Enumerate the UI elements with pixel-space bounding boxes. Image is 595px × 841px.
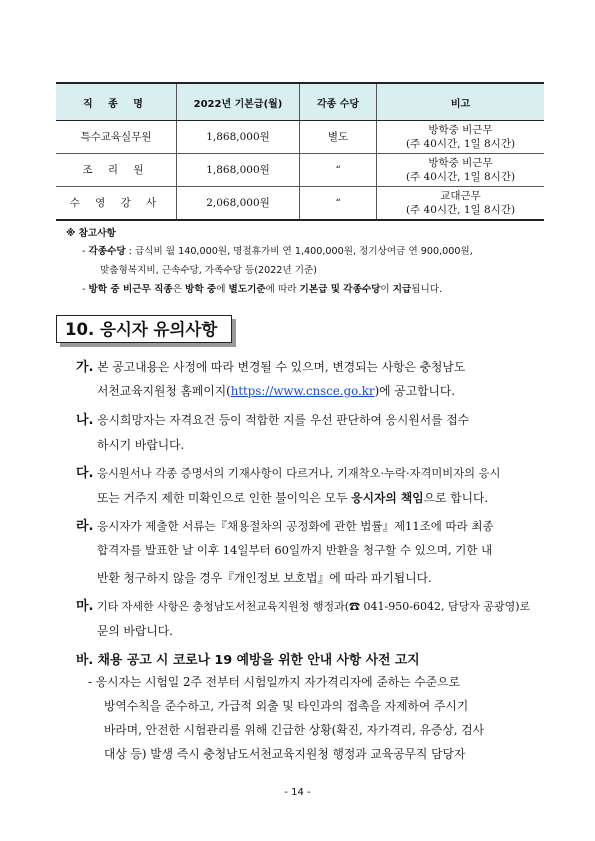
remarks-line: (주 40시간, 1일 8시간) [405, 204, 516, 216]
cell-salary: 1,868,000원 [177, 121, 300, 154]
header-job: 직 종 명 [56, 83, 177, 121]
item-ra-line3: 반환 청구하지 않을 경우『개인정보 보호법』에 따라 파기됩니다. [97, 571, 432, 585]
item-ma-line1: 마. 기타 자세한 사항은 충청남도서천교육지원청 행정과(☎ 041-950-6042, 담당자 공광영)로 [76, 599, 531, 614]
item-ba-line1: - 응시자는 시험일 2주 전부터 시험일까지 자가격리자에 준하는 수준으로 [88, 675, 460, 689]
cell-salary: 1,868,000원 [177, 154, 300, 187]
item-ma-line2: 문의 바랍니다. [97, 624, 173, 638]
remarks-line: (주 40시간, 1일 8시간) [405, 138, 516, 150]
table-row [56, 154, 544, 187]
remarks-line: 교대근무 [440, 190, 481, 202]
cell-salary: 2,068,000원 [177, 187, 300, 221]
header-remarks: 비고 [377, 83, 545, 121]
notes-line-allowance-cont: 맞춤형복지비, 근속수당, 가족수당 등(2022년 기준) [100, 265, 318, 276]
cell-allowance: “ [300, 187, 377, 221]
item-ga-line2: 서천교육지원청 홈페이지(https://www.cnsce.go.kr)에 공고합니다. [97, 384, 456, 398]
item-ba-line2: 방역수칙을 준수하고, 가급적 외출 및 타인과의 접촉을 자제하여 주시기 [104, 699, 469, 713]
cell-job: 수 영 강 사 [56, 187, 177, 221]
item-marker: 마. [76, 599, 94, 614]
table-row [56, 121, 544, 154]
item-marker: 라. [76, 519, 94, 534]
table-header-row [56, 83, 544, 121]
item-ra-line2: 합격자를 발표한 날 이후 14일부터 60일까지 반환을 청구할 수 있으며, 기한 내 [97, 543, 493, 557]
cell-remarks [377, 121, 545, 154]
salary-table [56, 82, 544, 221]
cell-allowance: “ [300, 154, 377, 187]
item-na-line1: 나. 응시희망자는 자격요건 등이 적합한 지를 우선 판단하여 응시원서를 접수 [76, 413, 470, 428]
header-salary: 2022년 기본급(월) [177, 83, 300, 121]
cell-job: 특수교육실무원 [56, 121, 177, 154]
notes-line-allowance: - 각종수당 : 급식비 월 140,000원, 명절휴가비 연 1,400,000원, 정기상여금 연 900,000원, [82, 246, 473, 257]
remarks-line: 방학중 비근무 [428, 157, 493, 169]
notes-line-vacation: - 방학 중 비근무 직종은 방학 중에 별도기준에 따라 기본급 및 각종수당이 지급됩니다. [82, 284, 443, 295]
page-number: - 14 - [284, 787, 311, 798]
item-ba-line4: 대상 등) 발생 즉시 충청남도서천교육지원청 행정과 교육공무직 담당자 [104, 747, 466, 761]
cell-remarks [377, 154, 545, 187]
section-heading: 10. 응시자 유의사항 [56, 315, 232, 343]
item-ba-heading: 바. 채용 공고 시 코로나 19 예방을 위한 안내 사항 사전 고지 [76, 653, 420, 668]
item-marker: 나. [76, 413, 94, 428]
item-na-line2: 하시기 바랍니다. [97, 438, 185, 452]
item-ga-line1: 가. 본 공고내용은 사정에 따라 변경될 수 있으며, 변경되는 사항은 충청남도 [76, 360, 466, 375]
item-da-line2: 또는 거주지 제한 미확인으로 인한 불이익은 모두 응시자의 책임으로 합니다. [97, 491, 489, 505]
item-marker: 다. [76, 466, 94, 481]
homepage-link[interactable]: https://www.cnsce.go.kr [230, 384, 375, 398]
table-row [56, 187, 544, 221]
remarks-line: 방학중 비근무 [428, 124, 493, 136]
cell-allowance: 별도 [300, 121, 377, 154]
cell-remarks [377, 187, 545, 221]
item-da-line1: 다. 응시원서나 각종 증명서의 기재사항이 다르거나, 기재착오·누락·자격미비자의 응시 [76, 466, 501, 481]
item-ra-line1: 라. 응시자가 제출한 서류는『채용절차의 공정화에 관한 법률』제11조에 따라 최종 [76, 519, 494, 534]
item-marker: 가. [76, 360, 94, 375]
remarks-line: (주 40시간, 1일 8시간) [405, 171, 516, 183]
item-ba-line3: 바라며, 안전한 시험관리를 위해 긴급한 상황(확진, 자가격리, 유증상, 검사 [104, 723, 485, 737]
cell-job: 조 리 원 [56, 154, 177, 187]
header-allowance: 각종 수당 [300, 83, 377, 121]
notes-title: ※ 참고사항 [66, 228, 116, 239]
